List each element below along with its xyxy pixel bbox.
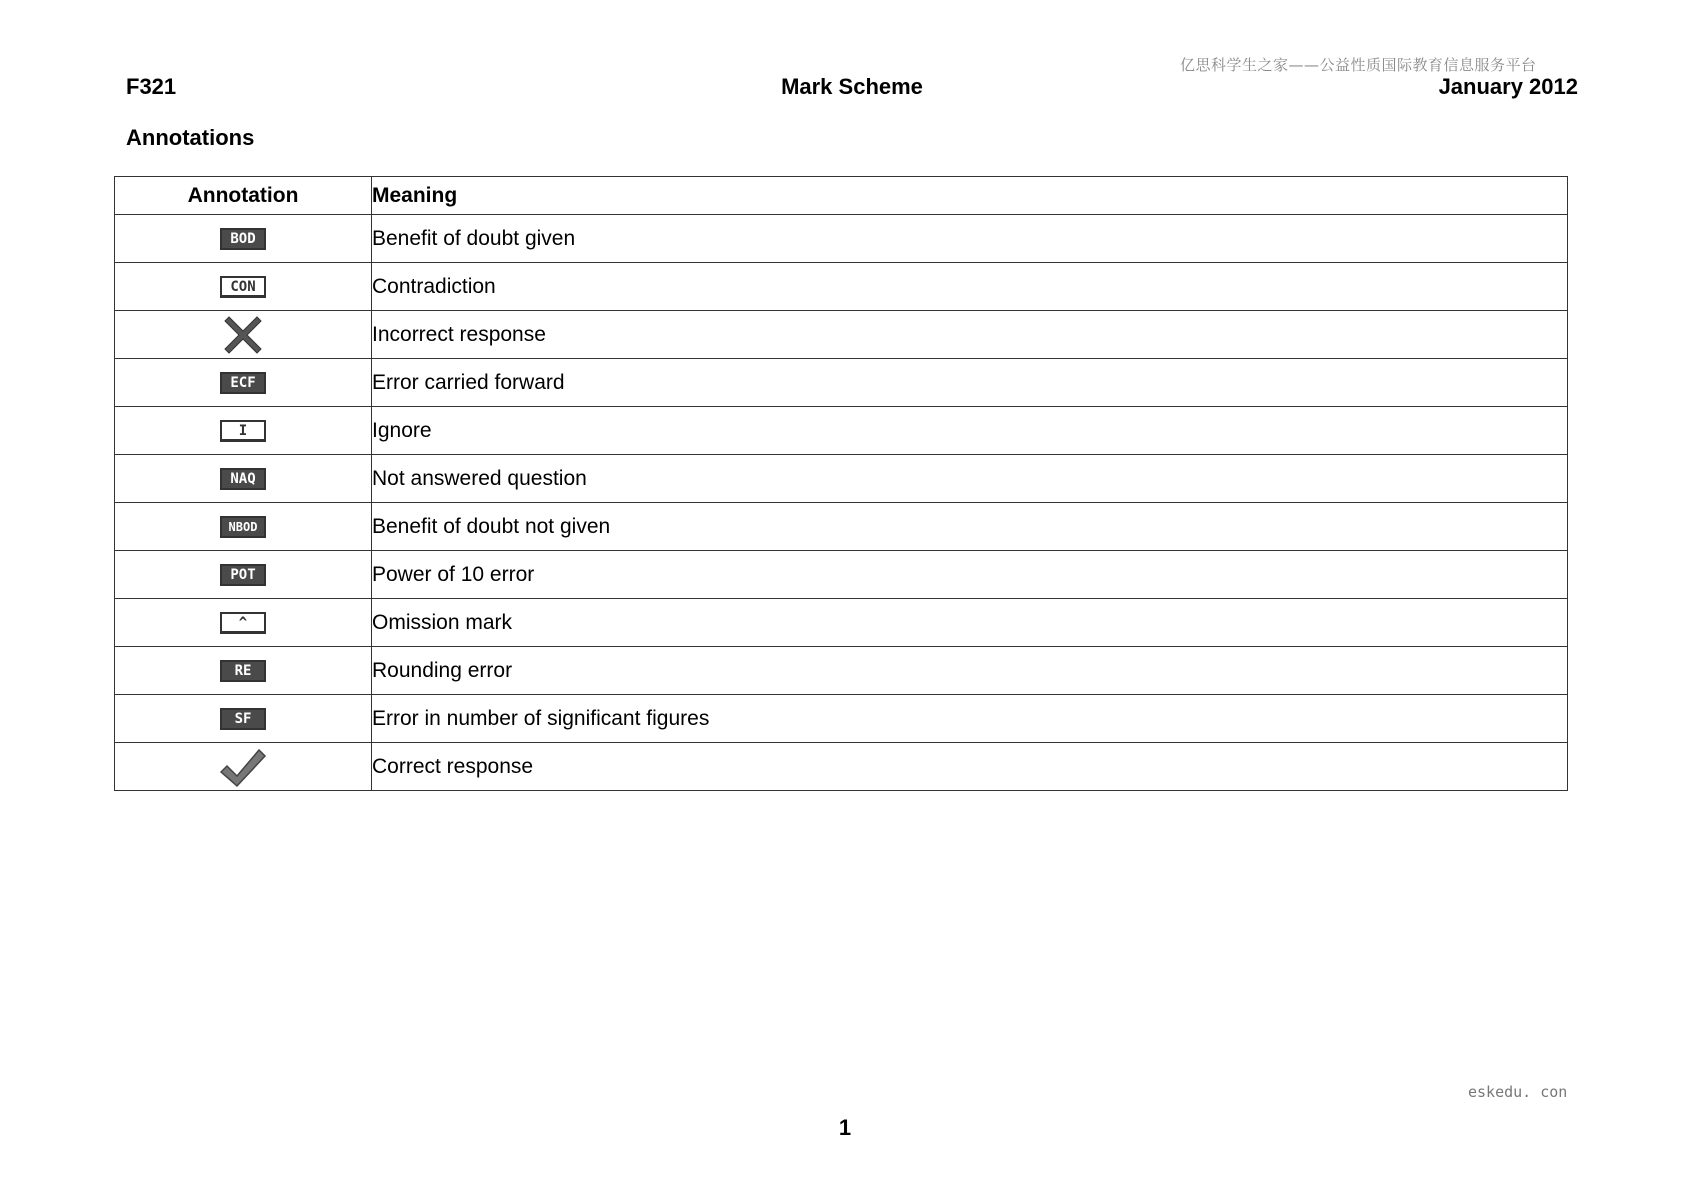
pot-stamp-icon: POT [220, 564, 266, 586]
meaning-cell: Correct response [372, 743, 1568, 791]
column-header-annotation: Annotation [115, 177, 372, 215]
table-row [115, 743, 1568, 791]
table-row [115, 599, 1568, 647]
meaning-cell: Rounding error [372, 647, 1568, 695]
meaning-cell: Error in number of significant figures [372, 695, 1568, 743]
re-stamp-icon: RE [220, 660, 266, 682]
omission-stamp-icon: ^ [220, 612, 266, 634]
paper-code: F321 [126, 74, 177, 99]
cross-icon [223, 315, 263, 355]
meaning-cell: Ignore [372, 407, 1568, 455]
meaning-cell: Incorrect response [372, 311, 1568, 359]
con-stamp-icon: CON [220, 276, 266, 298]
watermark-bottom: eskedu. con [1468, 1083, 1568, 1101]
table-row [115, 503, 1568, 551]
table-row [115, 407, 1568, 455]
meaning-cell: Contradiction [372, 263, 1568, 311]
annotations-table [114, 176, 1568, 791]
nbod-stamp-icon: NBOD [220, 516, 266, 538]
tick-icon [219, 746, 267, 788]
sf-stamp-icon: SF [220, 708, 266, 730]
meaning-cell: Not answered question [372, 455, 1568, 503]
table-row [115, 263, 1568, 311]
column-header-meaning: Meaning [372, 177, 1568, 215]
naq-stamp-icon: NAQ [220, 468, 266, 490]
section-title: Annotations [126, 125, 255, 150]
page-number: 1 [838, 1115, 852, 1140]
ignore-stamp-icon: I [220, 420, 266, 442]
table-row [115, 215, 1568, 263]
table-row [115, 455, 1568, 503]
document-title: Mark Scheme [781, 74, 923, 99]
table-row [115, 551, 1568, 599]
table-row [115, 695, 1568, 743]
meaning-cell: Error carried forward [372, 359, 1568, 407]
exam-date: January 2012 [1438, 74, 1578, 99]
table-header-row [115, 177, 1568, 215]
meaning-cell: Omission mark [372, 599, 1568, 647]
table-row [115, 647, 1568, 695]
watermark-top: 亿思科学生之家——公益性质国际教育信息服务平台 [1180, 56, 1537, 74]
ecf-stamp-icon: ECF [220, 372, 266, 394]
table-row [115, 311, 1568, 359]
meaning-cell: Benefit of doubt not given [372, 503, 1568, 551]
table-row [115, 359, 1568, 407]
bod-stamp-icon: BOD [220, 228, 266, 250]
meaning-cell: Benefit of doubt given [372, 215, 1568, 263]
meaning-cell: Power of 10 error [372, 551, 1568, 599]
